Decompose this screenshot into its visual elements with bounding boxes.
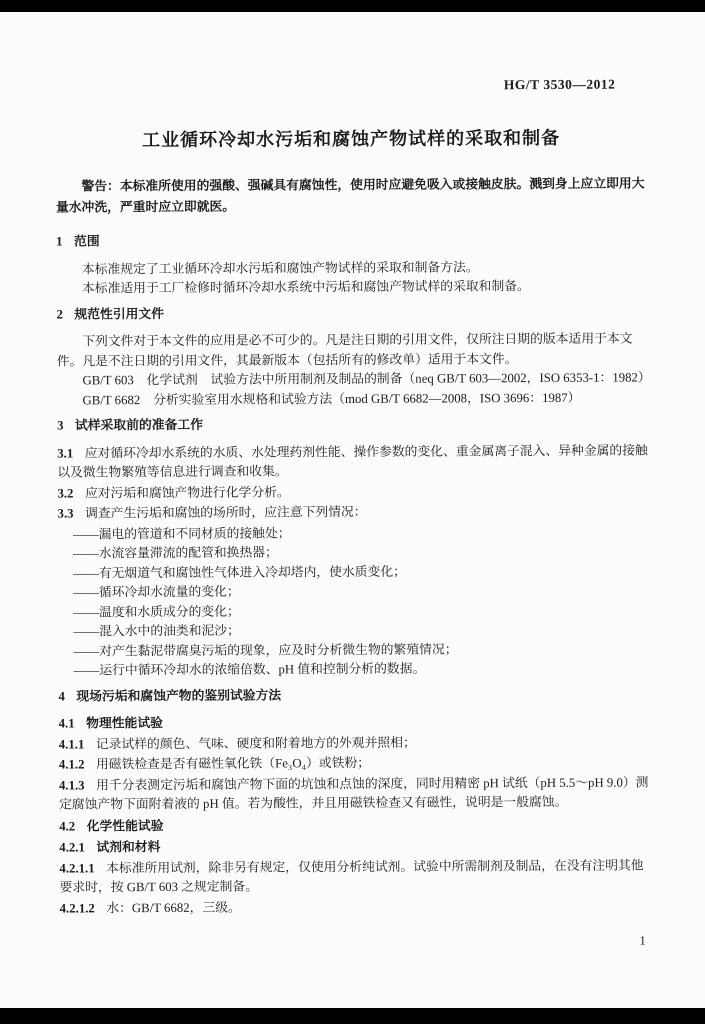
clause-paragraph xyxy=(57,501,648,524)
subsection-heading xyxy=(59,835,650,858)
clause-number: 4 xyxy=(58,689,65,704)
clause-text: ——混入水中的油类和泥沙； xyxy=(73,623,240,639)
clause-text: 化学性能试验 xyxy=(86,818,164,833)
clause-text: 应对循环冷却水系统的水质、水处理药剂性能、操作参数的变化、重金属离子混入、异种金属的接触以及微生物繁殖等信息进行调查和收集。 xyxy=(57,442,648,480)
clause-paragraph xyxy=(59,732,650,755)
clause-text: 现场污垢和腐蚀产物的鉴别试验方法 xyxy=(76,687,282,703)
clause-text: 下列文件对于本文件的应用是必不可少的。凡是注日期的引用文件，仅所注日期的版本适用于本文件。凡是不注日期的引用文件，其最新版本（包括所有的修改单）适用于本文件。 xyxy=(56,331,633,369)
section-heading xyxy=(56,229,647,252)
clause-text: 记录试样的颜色、气味、硬度和附着地方的外观并照相； xyxy=(95,735,416,751)
clause-text: 试样采取前的准备工作 xyxy=(74,417,204,433)
dash-list-item xyxy=(74,658,650,681)
clause-text: 本标准所用试剂，除非另有规定，仅使用分析纯试剂。试验中所需制剂及制品，在没有注明其他要求时，按 GB/T 603 之规定制备。 xyxy=(59,857,644,895)
clause-text: ——温度和水质成分的变化； xyxy=(73,604,240,619)
clause-number: 4.1 xyxy=(58,716,75,731)
clause-text: 本标准适用于工厂检修时循环冷却水系统中污垢和腐蚀产物试样的采取和制备。 xyxy=(81,279,530,296)
subsection-heading xyxy=(59,814,650,837)
clause-text: GB/T 603 化学试剂 试验方法中所用制剂及制品的制备（neq GB/T 603—2002，ISO 6353-1：1982） xyxy=(82,370,651,388)
clause-text: 范围 xyxy=(73,234,100,249)
clause-paragraph xyxy=(59,773,650,815)
reference-paragraph xyxy=(57,368,651,391)
clause-number: 4.2.1 xyxy=(59,840,85,855)
subsection-heading xyxy=(59,711,650,734)
reference-paragraph xyxy=(57,388,648,411)
clause-number: 4.2 xyxy=(59,818,76,834)
clause-number: 3.1 xyxy=(57,445,74,461)
clause-text: ——有无烟道气和腐蚀性气体进入冷却塔内，使水质变化； xyxy=(73,564,406,580)
clause-number: 1 xyxy=(56,234,63,249)
clause-number: 2 xyxy=(56,307,63,322)
paragraph xyxy=(56,276,647,299)
clause-number: 4.1.3 xyxy=(58,777,85,793)
clause-number: 4.1.2 xyxy=(58,757,85,772)
page-content xyxy=(55,10,651,1009)
clause-text: 规范性引用文件 xyxy=(74,306,165,321)
clause-text: 用磁铁检查是否有磁性氧化铁（Fe₃O₄）或铁粉； xyxy=(95,755,371,772)
clause-paragraph xyxy=(60,896,651,919)
clause-number: 4.1.1 xyxy=(58,736,85,752)
clause-text: GB/T 6682 分析实验室用水规格和试验方法（mod GB/T 6682—2008，ISO 3696：1987） xyxy=(82,390,581,407)
clause-number: 3 xyxy=(57,418,64,433)
clause-text: ——运行中循环冷却水的浓缩倍数、pH 值和控制分析的数据。 xyxy=(73,661,426,678)
clause-number: 3.2 xyxy=(57,485,74,501)
document-body xyxy=(56,229,651,918)
clause-text: 本标准规定了工业循环冷却水污垢和腐蚀产物试样的采取和制备方法。 xyxy=(81,259,479,276)
scan-artifact-bottom-bar xyxy=(0,1008,705,1024)
section-heading xyxy=(56,302,647,325)
clause-text: ——水流容量滞流的配管和换热器； xyxy=(73,545,278,561)
clause-paragraph xyxy=(59,752,650,775)
clause-paragraph xyxy=(57,441,648,483)
clause-paragraph xyxy=(59,856,650,898)
clause-text: ——循环冷却水流量的变化； xyxy=(73,584,240,600)
clause-text: 水：GB/T 6682，三级。 xyxy=(106,900,241,915)
page-number: 1 xyxy=(639,932,646,948)
section-heading xyxy=(58,684,649,707)
clause-text: 调查产生污垢和腐蚀的场所时，应注意下列情况： xyxy=(85,504,367,521)
document-title: 工业循环冷却水污垢和腐蚀产物试样的采取和制备 xyxy=(142,127,561,150)
clause-text: ——对产生黏泥带腐臭污垢的现象，应及时分析微生物的繁殖情况； xyxy=(73,641,458,658)
clause-paragraph xyxy=(57,481,648,504)
clause-number: 4.2.1.1 xyxy=(59,860,95,876)
clause-text: 物理性能试验 xyxy=(86,715,163,731)
paragraph xyxy=(57,329,648,371)
section-heading xyxy=(57,413,648,436)
clause-text: ——漏电的管道和不同材质的接触处； xyxy=(72,525,291,541)
clause-text: 试剂和材料 xyxy=(96,840,161,855)
clause-text: 用千分表测定污垢和腐蚀产物下面的坑蚀和点蚀的深度，同时用精密 pH 试纸（pH 5.5～pH 9.0）测定腐蚀产物下面附着液的 pH 值。若为酸性，并且用磁铁检查又有磁性，说明是一般腐蚀。 xyxy=(59,774,649,812)
warning-paragraph: 警告：本标准所使用的强酸、强碱具有腐蚀性，使用时应避免吸入或接触皮肤。溅到身上应立即用大量水冲洗，严重时应立即就医。 xyxy=(55,176,645,215)
clause-number: 3.3 xyxy=(57,506,74,521)
clause-number: 4.2.1.2 xyxy=(59,900,95,916)
standard-number: HG/T 3530—2012 xyxy=(503,76,616,93)
clause-text: 应对污垢和腐蚀产物进行化学分析。 xyxy=(84,484,290,500)
